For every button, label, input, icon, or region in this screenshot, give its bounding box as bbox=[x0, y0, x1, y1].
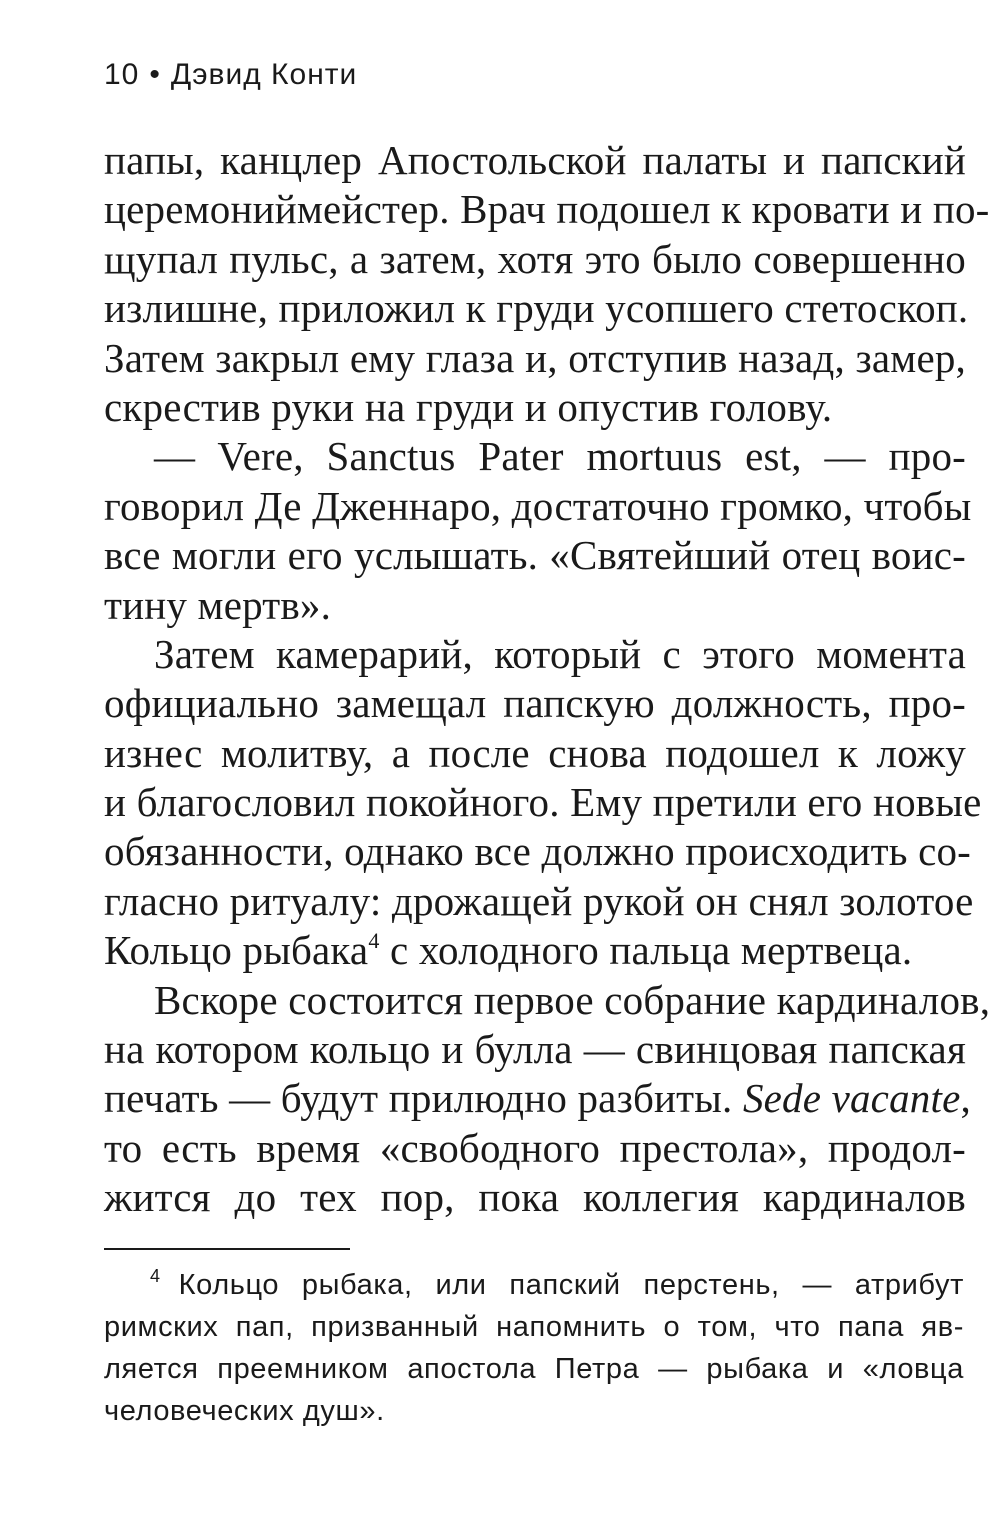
footnote-line bbox=[104, 1264, 964, 1306]
text-line: папы, канцлер Апостольской палаты и папский bbox=[104, 137, 966, 183]
text-line: гласно ритуалу: дрожащей рукой он снял золотое bbox=[104, 877, 974, 924]
text-line: скрестив руки на груди и опустив голову. bbox=[104, 383, 833, 430]
text-line: жится до тех пор, пока коллегия кардиналов bbox=[104, 1174, 966, 1221]
text-line: — Vere, Sanctus Pater mortuus est, — про- bbox=[154, 433, 966, 480]
text-line: и благословил покойного. Ему претили его новые bbox=[104, 779, 982, 826]
footnote bbox=[104, 1264, 964, 1432]
text-line bbox=[104, 926, 966, 975]
text-line: тину мертв». bbox=[104, 581, 332, 628]
running-head-author: Дэвид Конти bbox=[170, 58, 358, 91]
text-line: излишне, приложил к груди усопшего стетоскоп. bbox=[104, 285, 969, 332]
text-fragment: печать — будут прилюдно разбиты. bbox=[104, 1075, 743, 1122]
text-fragment: Кольцо рыбака bbox=[104, 927, 369, 974]
text-line: все могли его услышать. «Святейший отец воис- bbox=[104, 532, 966, 579]
page-number: 10 bbox=[104, 58, 140, 91]
text-line: говорил Де Дженнаро, достаточно громко, чтобы bbox=[104, 482, 972, 529]
footnote-divider bbox=[104, 1248, 350, 1250]
text-line bbox=[104, 1074, 971, 1123]
text-line: Затем закрыл ему глаза и, отступив назад, замер, bbox=[104, 334, 966, 381]
text-line: изнес молитву, а после снова подошел к ложу bbox=[104, 729, 966, 776]
text-line: Затем камерарий, который с этого момента bbox=[154, 630, 966, 677]
footnote-marker: 4 bbox=[150, 1266, 161, 1286]
text-line: Вскоре состоится первое собрание кардиналов, bbox=[154, 976, 991, 1023]
footnote-line: римских пап, призванный напомнить о том, что папа яв- bbox=[104, 1311, 964, 1343]
body-text bbox=[104, 136, 991, 1223]
text-line: обязанности, однако все должно происходить со- bbox=[104, 828, 972, 875]
text-line: щупал пульс, а затем, хотя это было совершенно bbox=[104, 235, 966, 282]
text-line: официально замещал папскую должность, про- bbox=[104, 680, 966, 727]
footnote-text: Кольцо рыбака, или папский перстень, — атрибут bbox=[178, 1269, 964, 1301]
text-fragment: с холодного пальца мертвеца. bbox=[379, 927, 913, 974]
footnote-reference: 4 bbox=[368, 928, 380, 954]
text-line: на котором кольцо и булла — свинцовая папская bbox=[104, 1026, 966, 1073]
running-head-separator: • bbox=[149, 58, 161, 91]
footnote-line: человеческих душ». bbox=[104, 1395, 385, 1427]
text-fragment: , bbox=[960, 1075, 971, 1122]
running-head bbox=[104, 58, 357, 92]
text-line: церемониймейстер. Врач подошел к кровати и по- bbox=[104, 186, 990, 233]
footnote-line: ляется преемником апостола Петра — рыбака и «ловца bbox=[104, 1353, 964, 1385]
italic-term: Sede vacante bbox=[742, 1075, 961, 1122]
text-line: то есть время «свободного престола», продол- bbox=[104, 1124, 966, 1171]
